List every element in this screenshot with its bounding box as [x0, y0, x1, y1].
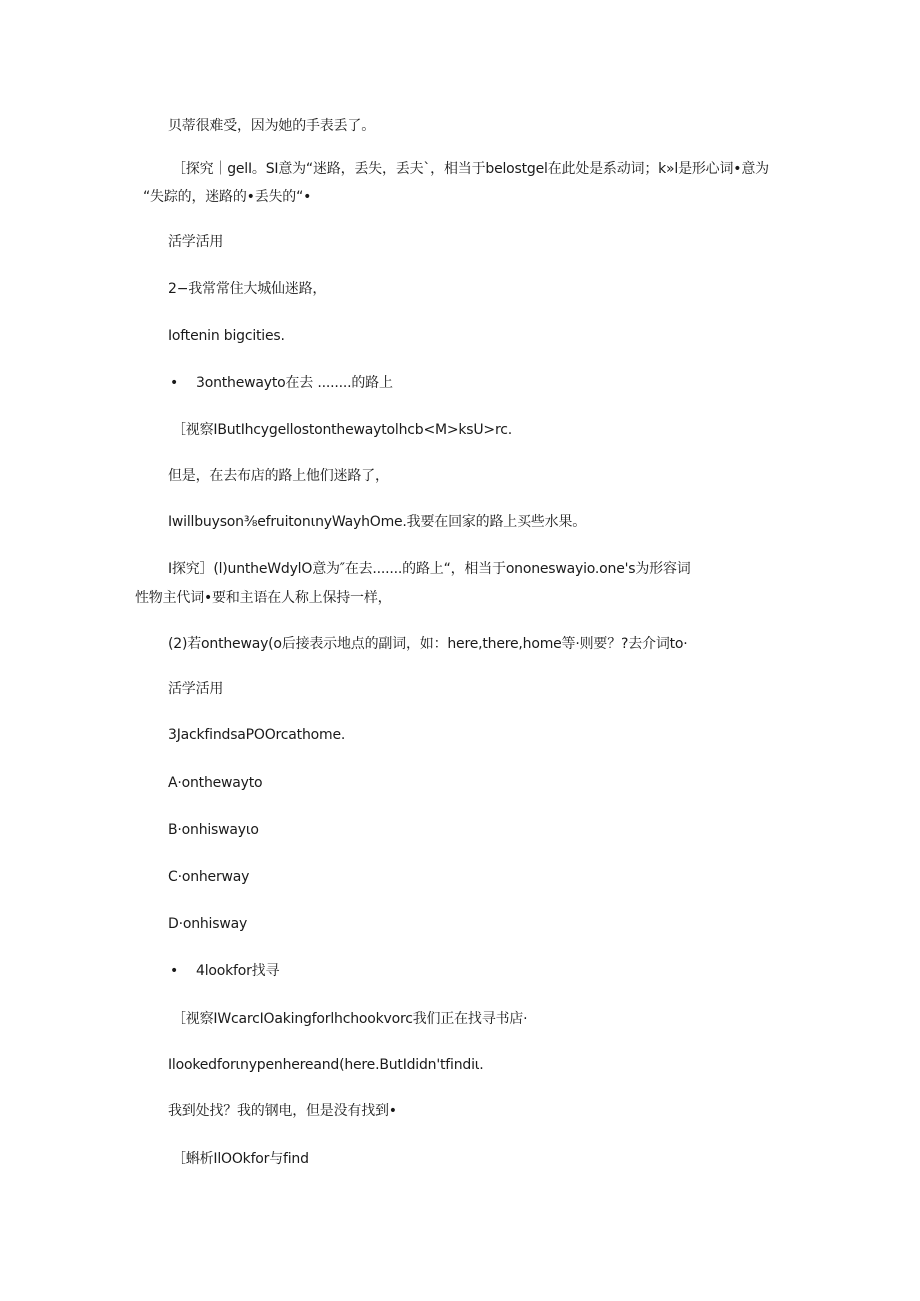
text-line: ［视察IWcarcIOakingforlhchookvorc我们正在找寻书店·	[172, 1011, 528, 1027]
text-line: 活学活用	[168, 234, 224, 250]
answer-option-c: C·onherway	[168, 869, 250, 885]
text-line: 我到处找？我的钢电，但是没有找到•	[168, 1103, 397, 1119]
text-line: ［探究｜gelI。SI意为“迷路，丢失，丢夫`，相当于belostgel在此处是系动词；k»l是形心词•意为	[172, 161, 769, 177]
text-line: ［蝌析IlOOkfor与find	[172, 1151, 309, 1167]
text-line: Ioftenin bigcities.	[168, 328, 285, 344]
text-line: I探究］(l)untheWdylO意为″在去.......的路上“，相当于ononeswayio.one's为形容词	[168, 561, 691, 577]
text-line: ［视察IButIhcygellostonthewaytolhcb<M>ksU>rc.	[172, 422, 512, 438]
text-line: 3JackfindsaPOOrcathome.	[168, 727, 346, 743]
bullet-marker: •	[170, 963, 179, 979]
text-line: (2)若ontheway(o后接表示地点的副词，如：here,there,home等·则要？?去介词to·	[168, 636, 688, 652]
text-line: 3onthewayto在去 ........的路上	[196, 375, 393, 391]
text-line: 4lookfor找寻	[196, 963, 280, 979]
text-line: 性物主代词•要和主语在人称上保持一样，	[135, 590, 392, 606]
text-line: 贝蒂很难受，因为她的手表丢了。	[168, 118, 375, 134]
text-line: 活学活用	[168, 681, 224, 697]
answer-option-a: A·onthewayto	[168, 775, 263, 791]
answer-option-d: D·onhisway	[168, 916, 248, 932]
text-line: 但是，在去布店的路上他们迷路了，	[168, 468, 389, 484]
bullet-marker: •	[170, 375, 179, 391]
text-line: 2−我常常住大城仙迷路，	[168, 281, 327, 297]
text-line: Iwillbuyson⅜efruitonιnyWayhOme.我要在回家的路上买些水果。	[168, 514, 587, 530]
text-line: “失踪的，迷路的•丢失的“•	[143, 189, 312, 205]
text-line: Ilookedforιnypenhereand(here.ButIdidn'tfindiι.	[168, 1057, 484, 1073]
answer-option-b: B·onhiswayιo	[168, 822, 259, 838]
